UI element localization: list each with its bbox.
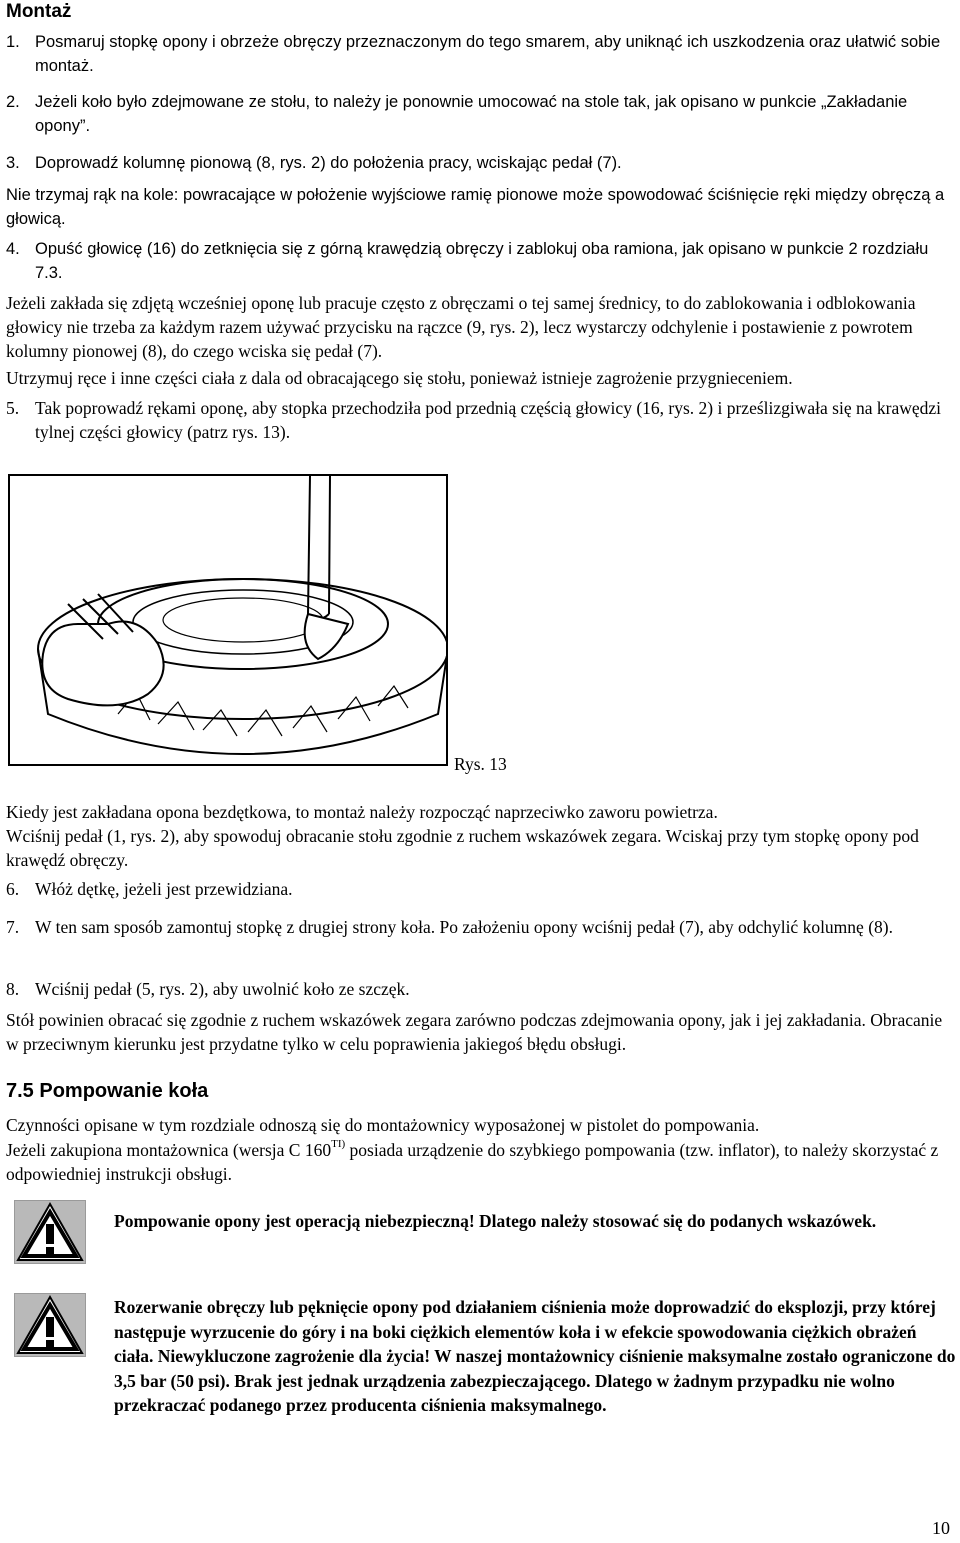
- paragraph-inflate-1: Czynności opisane w tym rozdziale odnoszą się do montażownicy wyposażonej w pistolet do pompowania.: [6, 1115, 760, 1135]
- item-text: W ten sam sposób zamontuj stopkę z drugiej strony koła. Po założeniu opony wciśnij pedał (7), aby odchylić kolumnę (8).: [35, 917, 893, 937]
- warning-text-2: Rozerwanie obręczy lub pęknięcie opony pod działaniem ciśnienia może doprowadzić do eksplozji, przy której następuje wyrzucenie do góry i na boki ciężkich elementów koła i w efekcie spowodowania ciężkich obrażeń ciała. Niewykluczone zagrożenie dla życia! W naszej montażownicy ciśnienie maksymalne zostało ograniczone do 3,5 bar (50 psi). Brak jest jednak urządzenia zabezpieczającego. Dlatego w żadnym przypadku nie wolno przekraczać podanego przez producenta ciśnienia maksymalnego.: [114, 1297, 956, 1415]
- item-number: 6.: [6, 879, 20, 899]
- warning-triangle-icon: [14, 1200, 86, 1264]
- item-text: Tak poprowadź rękami oponę, aby stopka przechodziła pod przednią częścią głowicy (16, rys. 2) i prześlizgiwała się na krawędzi tylnej części głowicy (patrz rys. 13).: [35, 398, 941, 442]
- list-item: [6, 151, 954, 175]
- item-number: 5.: [6, 398, 20, 418]
- item-number: 2.: [6, 93, 20, 111]
- list-item: [6, 915, 954, 939]
- item-number: 4.: [6, 240, 20, 258]
- figure-caption: Rys. 13: [454, 754, 507, 774]
- warning-text-1: Pompowanie opony jest operacją niebezpieczną! Dlatego należy stosować się do podanych wskazówek.: [114, 1211, 877, 1231]
- paragraph-inflate-2-start: Jeżeli zakupiona montażownica (wersja C 160: [6, 1140, 332, 1160]
- item-number: 8.: [6, 979, 20, 999]
- paragraph-keep-away: Utrzymuj ręce i inne części ciała z dala od obracającego się stołu, ponieważ istnieje zagrożenie przygnieceniem.: [6, 368, 793, 388]
- page-number: 10: [932, 1518, 950, 1538]
- section-heading-7-5: 7.5 Pompowanie koła: [6, 1080, 209, 1102]
- list-item: [6, 877, 954, 901]
- section-title: Montaż: [6, 1, 72, 22]
- paragraph-tubeless: Kiedy jest zakładana opona bezdętkowa, to montaż należy rozpocząć naprzeciwko zaworu powietrza.: [6, 802, 718, 822]
- item-number: 1.: [6, 33, 20, 51]
- item-number: 3.: [6, 154, 20, 172]
- item-text: Opuść głowicę (16) do zetknięcia się z górną krawędzią obręczy i zablokuj oba ramiona, jak opisano w punkcie 2 rozdziału 7.3.: [35, 240, 929, 282]
- item-number: 7.: [6, 917, 20, 937]
- paragraph-inflate-2: [6, 1138, 954, 1186]
- list-item: [6, 30, 954, 78]
- note-hands: Nie trzymaj rąk na kole: powracające w położenie wyjściowe ramię pionowe może spowodować ściśnięcie ręki między obręczą a głowicą.: [6, 186, 945, 228]
- item-text: Posmaruj stopkę opony i obrzeże obręczy przeznaczonym do tego smarem, aby uniknąć ich uszkodzenia oraz ułatwić sobie montaż.: [35, 33, 941, 75]
- item-text: Doprowadź kolumnę pionową (8, rys. 2) do położenia pracy, wciskając pedał (7).: [35, 154, 622, 172]
- item-text: Włóż dętkę, jeżeli jest przewidziana.: [35, 879, 293, 899]
- list-item: [6, 977, 954, 1001]
- list-item: [6, 396, 954, 444]
- warning-triangle-icon: [14, 1293, 86, 1357]
- paragraph-rotation: Stół powinien obracać się zgodnie z ruchem wskazówek zegara zarówno podczas zdejmowania opony, jak i jej zakładania. Obracanie w przeciwnym kierunku jest przydatne tylko w celu poprawienia jakiegoś błędu obsługi.: [6, 1010, 943, 1054]
- list-item: [6, 237, 954, 285]
- list-item: [6, 90, 954, 138]
- tire-mounting-illustration: [8, 474, 448, 766]
- paragraph-same-tire: Jeżeli zakłada się zdjętą wcześniej oponę lub pracuje często z obręczami o tej samej średnicy, to do zablokowania i odblokowania głowicy nie trzeba za każdym razem używać przycisku na rączce (9, rys. 2), lecz wystarczy odchylenie i postawienie z powrotem kolumny pionowej (8), do czego wciska się pedał (7).: [6, 293, 916, 361]
- paragraph-inflate-2-end: posiada urządzenie do szybkiego pompowania (tzw. inflator), to należy skorzystać z odpowiedniej instrukcji obsługi.: [6, 1140, 939, 1184]
- version-superscript: TI): [331, 1138, 346, 1151]
- item-text: Wciśnij pedał (5, rys. 2), aby uwolnić koło ze szczęk.: [35, 979, 410, 999]
- item-text: Jeżeli koło było zdejmowane ze stołu, to należy je ponownie umocować na stole tak, jak opisano w punkcie „Zakładanie opony”.: [35, 93, 908, 135]
- paragraph-press-pedal: Wciśnij pedał (1, rys. 2), aby spowoduj obracanie stołu zgodnie z ruchem wskazówek zegara. Wciskaj przy tym stopkę opony pod krawędź obręczy.: [6, 826, 919, 870]
